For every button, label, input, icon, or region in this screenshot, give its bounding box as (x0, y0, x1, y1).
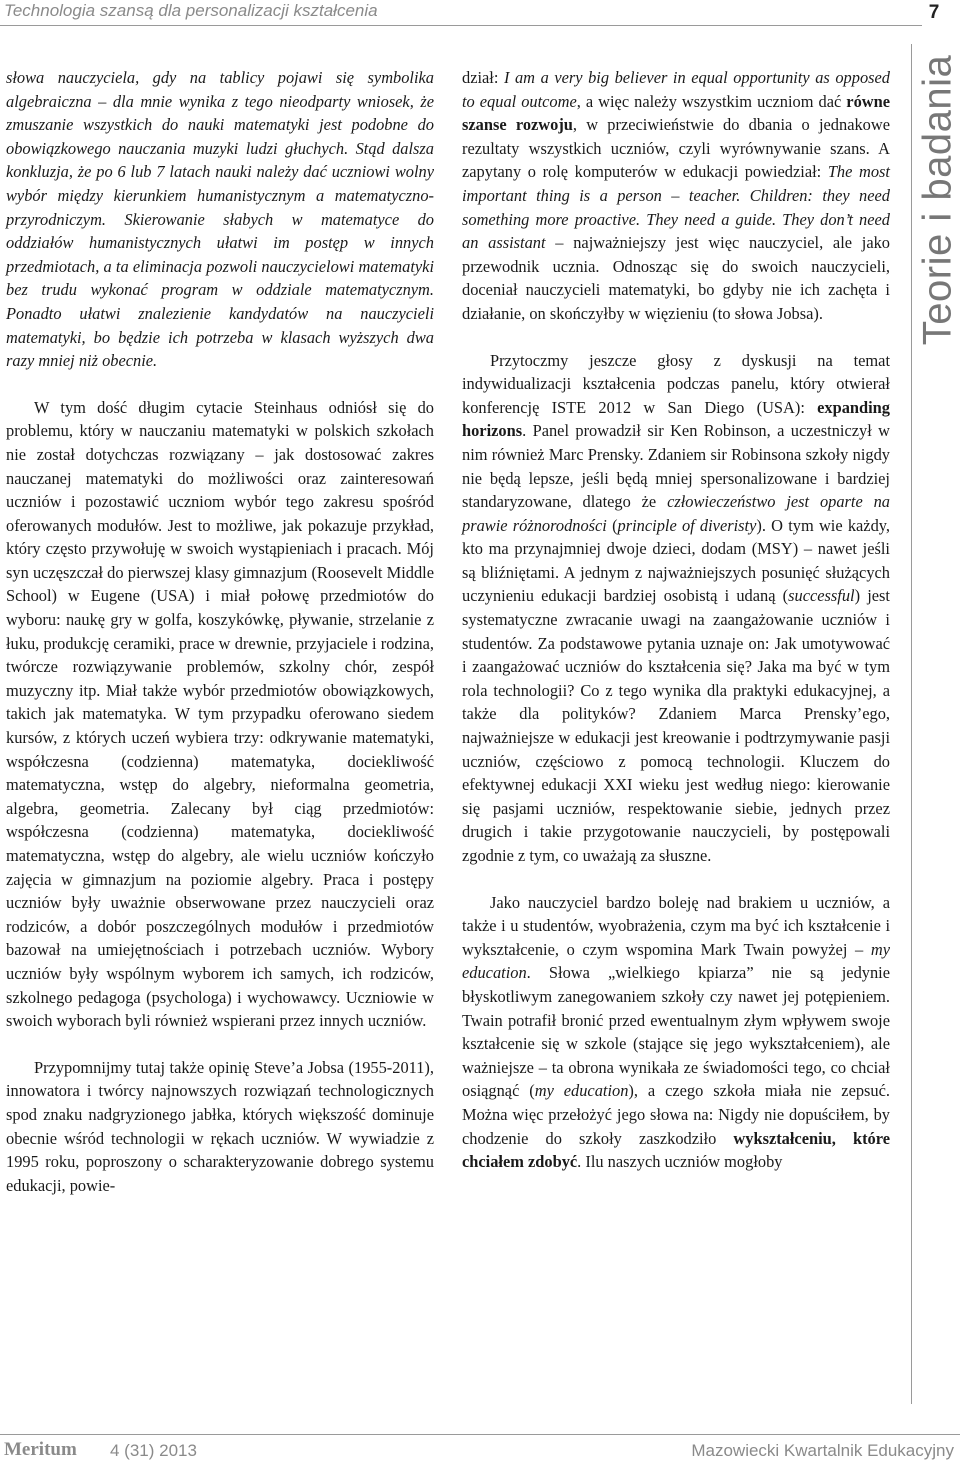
emphasis-equal-chances: równe szanse rozwoju (462, 91, 890, 135)
text-run: , a więc należy wszystkim uczniom dać (576, 91, 847, 111)
footer-issue: 4 (31) 2013 (110, 1441, 197, 1460)
right-paragraph-3 (462, 891, 890, 1174)
italic-principle-of-diversity: principle of diveristy (617, 515, 757, 535)
text-run: ( (606, 515, 618, 535)
italic-my-education: my education (534, 1081, 629, 1101)
text-run: . Panel prowadził sir Ken Robinson, a uczestniczył w nim również Marc Prensky. Zdaniem sir Robinsona szkoły nigdy nie będą lepsze, jeśli będą mniej spersonalizowane i bardziej standaryzowane, dlatego że (462, 421, 890, 512)
text-run: . Ilu naszych uczniów mogłoby (577, 1152, 783, 1172)
side-divider (911, 44, 912, 1404)
text-run: – najważniejszy jest więc nauczyciel, ale jako przewodnik ucznia. Odnosząc się do swoich nauczycieli, doceniał nauczycieli matematyki, bo gdyby nie ich zachęta i działanie, on skończyłby w więzieniu (to słowa Jobsa). (462, 233, 890, 323)
italic-my-education: my education (462, 939, 890, 983)
footer-journal: Mazowiecki Kwartalnik Edukacyjny (691, 1441, 954, 1460)
text-run: ) jest systematyczne zwracanie uwagi na zaangażowanie uczniów i studentów. Za podstawowe pytania uznaje on: Jak umotywować i zaangażować uczniów do kształcenia się? Jaka ma być w tym rola technologii? Co z tego wynika dla praktyki edukacyjnej, a także dla polityków? Zdaniem Marca Prensky’ego, najważniejsze w edukacji jest kreowanie i podtrzymywanie pasji uczniów, częściowo z pomocą technologii. Kluczem do efektywnej edukacji XXI wieku jest według niego: kierowanie się pasjami uczniów, respektowanie siebie, jednych przez drugich i takie przygotowanie nauczycieli, by postępowali zgodnie z tym, co uważają za słuszne. (462, 586, 890, 865)
text-run: dział: (462, 68, 504, 87)
italic-successful: successful (788, 586, 855, 606)
steinhaus-quote: słowa nauczyciela, gdy na tablicy pojawi się symbolika algebraiczna – dla mnie wynika z tego nieodparty wniosek, że zmuszanie wszystkich do nauki matematyki jest podobne do obowiązkowego nauczania muzyki ludzi głuchych. Stąd dalsza konkluzja, że po 6 lub 7 latach nauki należy dać uczniowi wolny wybór między kierunkiem humanistycznym a matematyczno-przyrodniczym. Skierowanie słabych w matematyce do oddziałów humanistycznych ułatwi im postęp w innych przedmiotach, a ta eliminacja pozwoli nauczycielowi matematyki bez trudu wykonać program w oddziale matematycznym. Ponadto ułatwi znalezienie kandydatów na nauczycieli matematyki, bo będzie ich potrzeba w klasach wyższych dwa razy mniej niż obecnie. (6, 68, 434, 371)
running-header-title: Technologia szansą dla personalizacji kształcenia (4, 1, 378, 20)
italic-diversity-phrase: człowieczeństwo jest oparte na prawie różnorodności (462, 492, 891, 535)
text-run: Jako nauczyciel bardzo boleję nad brakiem u uczniów, a także i u studentów, wyobrażenia, czym ma być ich kształcenie i wykształcenie, o czym wspomina Mark Twain powyżej – (462, 892, 890, 959)
text-run: . Słowa „wielkiego kpiarza” nie są jedynie błyskotliwym zanegowaniem szkoły czy nawet jej potępieniem. Twain potrafił bronić przed ewentualnym złym wpływem swoje kształcenie się w szkole (stające się jego wykształceniem), ale ważniejsze – ta obrona wynikała ze świadomości tego, co chciał osiągnąć ( (462, 963, 890, 1101)
page-number: 7 (928, 2, 940, 23)
right-paragraph-1 (462, 66, 890, 326)
footer-brand: Meritum (4, 1439, 77, 1460)
text-run: ), a czego szkoła miała nie zepsuć. Można więc przełożyć jego słowa na: Nigdy nie dopuściłem, by chodzenie do szkoły zaszkodziło (462, 1081, 890, 1148)
right-paragraph-2 (462, 349, 890, 868)
text-run: , w przeciwieństwie do dbania o jednakowe rezultaty wszystkich uczniów, czyli wyrównywanie szans. A zapytany o rolę komputerów w edukacji powiedział: (462, 115, 890, 182)
left-column (6, 66, 434, 1197)
emphasis-expanding-horizons: expanding horizons (462, 397, 890, 441)
running-header (0, 0, 922, 26)
text-run: ). O tym wie każdy, kto ma przynajmniej dwoje dzieci, dodam (MSY) – nawet jeśli są bliźniętami. A jednym z najważniejszych posunięć służących uczynieniu edukacji bardziej osobistą i udaną ( (462, 515, 890, 606)
jobs-quote-teacher: The most important thing is a person – teacher. Children: they need something more proactive. They need a guide. They don’t need an assistant (462, 162, 890, 253)
text-run: Przytoczmy jeszcze głosy z dyskusji na temat indywidualizacji kształcenia podczas panelu, który otwierał konferencję ISTE 2012 w San Diego (USA): (462, 350, 890, 417)
jobs-quote-opportunity: I am a very big believer in equal opportunity as opposed to equal outcome (462, 68, 890, 111)
right-column (462, 66, 890, 1174)
section-label: Teorie i badania (915, 54, 960, 346)
left-paragraph-2: Przypomnijmy tutaj także opinię Steve’a Jobsa (1955-2011), innowatora i twórcy najnowszych rozwiązań technologicznych spod znaku nadgryzionego jabłka, których większość dominuje obecnie wśród technologii w rękach uczniów. W wywiadzie z 1995 roku, poproszony o scharakteryzowanie dobrego systemu edukacji, powie- (6, 1057, 434, 1195)
emphasis-education-wanted: wykształceniu, które chciałem zdobyć (462, 1128, 890, 1172)
left-paragraph-1: W tym dość długim cytacie Steinhaus odniósł się do problemu, który w nauczaniu matematyki w polskich szkołach nie został dotychczas rozwiązany – jak dostosować zakres nauczanej matematyki do możliwości oraz zainteresowań uczniów i pozostawić uczniom wybór tego zakresu spośród oferowanych modułów. Jest to możliwe, jak pokazuje przykład, który często przywołuję w swoich wystąpieniach i pracach. Mój syn uczęszczał do pierwszej klasy gimnazjum (Roosevelt Middle School) w Eugene (USA) i miał połowę przedmiotów do wyboru: naukę gry w golfa, koszykówkę, pływanie, strzelanie z łuku, produkcję ceramiki, prace w drewnie, przyjaciele i rodzina, twórcze rozwiązywanie problemów, szkolny chór, zespół muzyczny itp. Miał także wybór przedmiotów obowiązkowych, takich jak matematyka. W tym przypadku oferowano siedem kursów, z których uczeń wybiera trzy: odkrywanie matematyki, współczesna (codzienna) matematyka, dociekliwość matematyczna, wstęp do algebry, nieformalna geometria, algebra, geometria. Zalecany był ciąg przedmiotów: współczesna (codzienna) matematyka, dociekliwość matematyczna, wstęp do algebry, ale wielu uczniów kończyło zajęcia w gimnazjum na poziomie algebry. Praca i postępy uczniów były uważnie obserwowane przez nauczycieli oraz rodziców, a dobór poszczególnych modułów i przedmiotów bazował na umiejętnościach i potrzebach uczniów. Wybory uczniów były wspólnym wyborem ich samych, ich rodziców, szkolnego pedagoga (psychologa) i wychowawcy. Uczniowie w swoich wyborach byli również wspierani przez innych uczniów. (6, 397, 434, 1031)
running-footer (0, 1434, 960, 1464)
